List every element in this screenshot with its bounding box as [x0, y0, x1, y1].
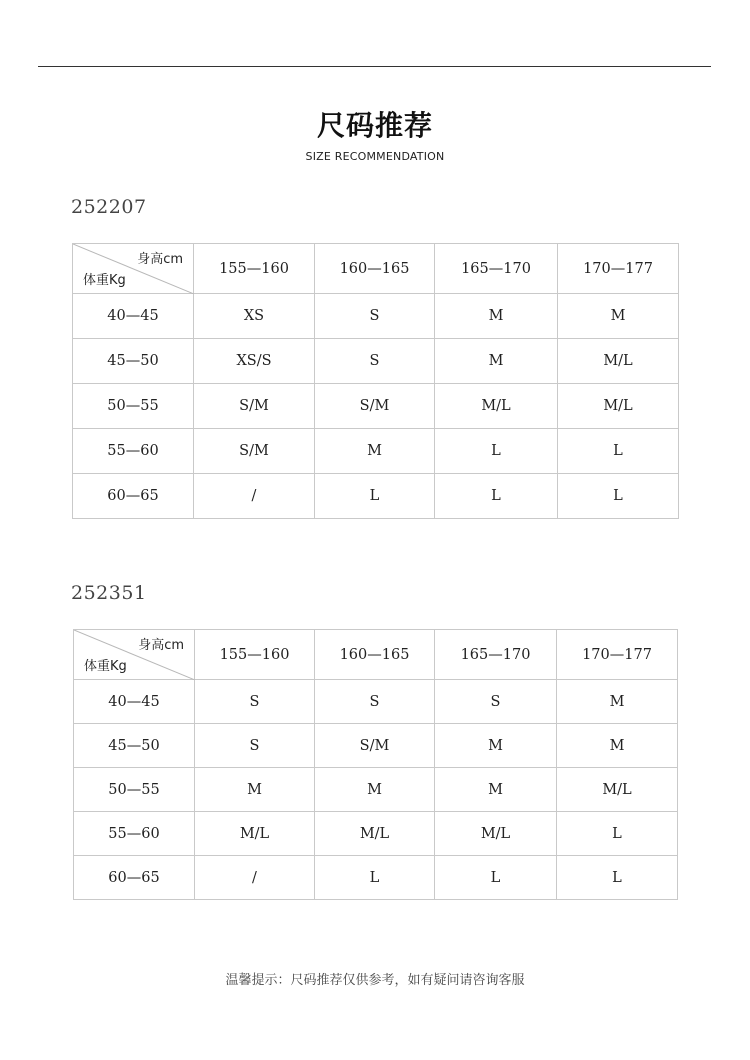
- weight-row-header: 40—45: [73, 294, 194, 339]
- page-subtitle: SIZE RECOMMENDATION: [305, 150, 445, 163]
- size-cell: M: [435, 768, 557, 812]
- model-code-2: 252351: [71, 582, 147, 604]
- size-cell: M: [435, 294, 558, 339]
- weight-row-header: 45—50: [73, 339, 194, 384]
- size-cell: S: [195, 680, 315, 724]
- table-row: [74, 856, 678, 900]
- weight-row-header: 50—55: [74, 768, 195, 812]
- table-row: [73, 474, 679, 519]
- size-cell: M/L: [558, 339, 679, 384]
- corner-cell: [73, 244, 194, 294]
- weight-row-header: 55—60: [74, 812, 195, 856]
- size-table-1: [72, 243, 679, 519]
- table-row: [74, 768, 678, 812]
- corner-cell: [74, 630, 195, 680]
- height-column-header: 155—160: [194, 244, 315, 294]
- height-axis-label: 身高cm: [138, 638, 184, 653]
- size-cell: M: [558, 294, 679, 339]
- size-cell: S/M: [315, 724, 435, 768]
- size-cell: S: [315, 339, 435, 384]
- size-cell: M/L: [558, 384, 679, 429]
- height-column-header: 165—170: [435, 244, 558, 294]
- size-cell: L: [315, 856, 435, 900]
- size-cell: L: [315, 474, 435, 519]
- size-cell: S: [315, 294, 435, 339]
- weight-axis-label: 体重Kg: [84, 659, 127, 674]
- size-cell: M: [557, 680, 678, 724]
- table-row: [74, 680, 678, 724]
- table-header-row: [74, 630, 678, 680]
- height-column-header: 155—160: [195, 630, 315, 680]
- height-column-header: 170—177: [558, 244, 679, 294]
- size-cell: M: [435, 724, 557, 768]
- size-cell: M: [435, 339, 558, 384]
- table-row: [73, 429, 679, 474]
- size-cell: M/L: [557, 768, 678, 812]
- size-cell: L: [435, 429, 558, 474]
- size-cell: XS: [194, 294, 315, 339]
- size-cell: M/L: [315, 812, 435, 856]
- table-row: [73, 294, 679, 339]
- table-row: [74, 724, 678, 768]
- size-cell: L: [557, 856, 678, 900]
- size-cell: S/M: [194, 384, 315, 429]
- table-row: [73, 339, 679, 384]
- size-cell: M/L: [195, 812, 315, 856]
- height-column-header: 160—165: [315, 244, 435, 294]
- weight-axis-label: 体重Kg: [83, 273, 126, 288]
- table-row: [73, 384, 679, 429]
- size-cell: L: [558, 429, 679, 474]
- size-cell: L: [435, 474, 558, 519]
- height-axis-label: 身高cm: [137, 252, 183, 267]
- size-cell: S: [195, 724, 315, 768]
- weight-row-header: 45—50: [74, 724, 195, 768]
- weight-row-header: 60—65: [74, 856, 195, 900]
- height-column-header: 165—170: [435, 630, 557, 680]
- size-cell: M: [195, 768, 315, 812]
- size-cell: L: [558, 474, 679, 519]
- size-cell: M: [315, 429, 435, 474]
- weight-row-header: 55—60: [73, 429, 194, 474]
- size-cell: M: [315, 768, 435, 812]
- size-table-2: [73, 629, 678, 900]
- size-cell: S: [315, 680, 435, 724]
- footer-note: 温馨提示：尺码推荐仅供参考，如有疑问请咨询客服: [225, 973, 525, 988]
- size-cell: L: [435, 856, 557, 900]
- size-cell: M/L: [435, 812, 557, 856]
- size-cell: M/L: [435, 384, 558, 429]
- model-code-1: 252207: [71, 196, 147, 218]
- size-cell: S/M: [315, 384, 435, 429]
- height-column-header: 160—165: [315, 630, 435, 680]
- weight-row-header: 40—45: [74, 680, 195, 724]
- size-cell: /: [195, 856, 315, 900]
- table-header-row: [73, 244, 679, 294]
- size-cell: /: [194, 474, 315, 519]
- table-row: [74, 812, 678, 856]
- size-cell: S: [435, 680, 557, 724]
- size-cell: S/M: [194, 429, 315, 474]
- height-column-header: 170—177: [557, 630, 678, 680]
- size-cell: XS/S: [194, 339, 315, 384]
- weight-row-header: 60—65: [73, 474, 194, 519]
- page-title: 尺码推荐: [316, 109, 433, 142]
- weight-row-header: 50—55: [73, 384, 194, 429]
- size-cell: L: [557, 812, 678, 856]
- top-divider: [38, 66, 711, 67]
- size-cell: M: [557, 724, 678, 768]
